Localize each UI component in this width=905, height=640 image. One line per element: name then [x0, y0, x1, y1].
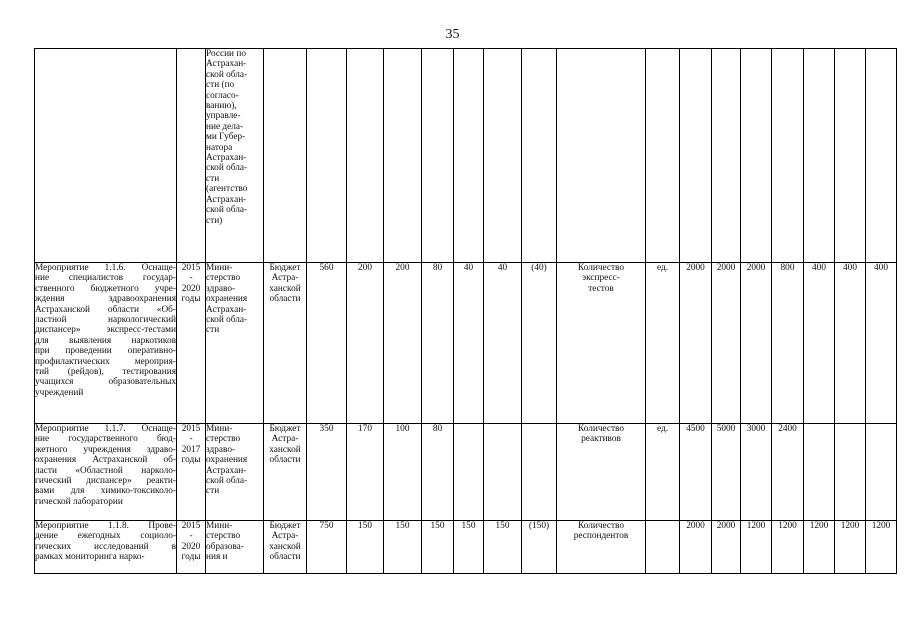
executor-cell-line: ние дела- [206, 121, 244, 132]
indicator-cell-line: Количество [577, 521, 625, 531]
period-cell-line: 2020 [181, 541, 201, 552]
target-value-cell [804, 424, 835, 521]
target-value-cell: 2000 [712, 521, 741, 574]
target-value-cell: 400 [835, 263, 866, 424]
executor-cell [206, 49, 264, 263]
target-value-cell [804, 49, 835, 263]
funding-source-cell [264, 263, 307, 424]
target-value-cell: 1200 [866, 521, 897, 574]
funding-amount-cell: 150 [384, 521, 422, 574]
funding-source-cell-line: Бюджет [269, 263, 301, 273]
period-cell-line: годы [181, 552, 201, 563]
funding-amount-cell [347, 49, 384, 263]
funding-amount-cell [522, 424, 557, 521]
activity-name-cell [35, 521, 177, 574]
funding-amount-cell: 560 [307, 263, 347, 424]
activity-name-cell-line: рамках мониторинга нарко- [35, 552, 145, 563]
executor-cell-line: Мини- [206, 424, 233, 434]
unit-cell: ед. [646, 424, 680, 521]
activity-name-cell-line: ждения здравоохранения [35, 294, 176, 305]
activity-name-cell-line: ние государственного бюд- [35, 434, 176, 445]
activity-name-cell-line: при проведении оперативно- [35, 346, 176, 357]
indicator-cell [557, 424, 646, 521]
target-value-cell: 400 [804, 263, 835, 424]
target-value-cell: 2000 [680, 263, 712, 424]
executor-cell-line: сти (по [206, 80, 235, 91]
indicator-cell-line: экспресс- [582, 273, 620, 284]
funding-source-cell-line: области [269, 455, 301, 466]
period-cell-line: 2015 [181, 424, 201, 434]
funding-amount-cell: 170 [347, 424, 384, 521]
executor-cell [206, 521, 264, 574]
target-value-cell: 2400 [772, 424, 804, 521]
period-cell [177, 424, 206, 521]
activity-name-cell-line: Мероприятие 1.1.6. Оснаще- [35, 263, 176, 273]
activity-name-cell-line: дение ежегодных социоло- [35, 531, 176, 542]
target-value-cell [835, 49, 866, 263]
executor-cell-line: сти [206, 173, 220, 184]
executor-cell [206, 263, 264, 424]
table-row [35, 263, 897, 424]
activity-name-cell-line: учреждений [35, 387, 84, 398]
unit-cell [646, 521, 680, 574]
activity-name-cell-line: охранения Астраханской об- [35, 455, 176, 466]
executor-cell-line: России по [206, 49, 246, 59]
activity-name-cell-line: гической лаборатории [35, 496, 123, 507]
funding-source-cell-line: ханской [269, 444, 301, 455]
executor-cell-line: ской обла- [206, 315, 248, 326]
executor-cell-line: ния и [206, 552, 228, 563]
executor-cell-line: Астрахан- [206, 59, 247, 70]
period-cell-line: 2015 [181, 263, 201, 273]
target-value-cell: 5000 [712, 424, 741, 521]
target-value-cell: 1200 [804, 521, 835, 574]
funding-source-cell [264, 424, 307, 521]
target-value-cell [772, 49, 804, 263]
activity-name-cell-line: ластной наркологический [35, 315, 176, 326]
activity-name-cell-line: ласти «Областной нарколо- [35, 465, 176, 476]
activity-name-cell-line: жетного учреждения здраво- [35, 444, 176, 455]
period-cell-line: - [189, 434, 193, 445]
period-cell-line: 2017 [181, 444, 201, 455]
activity-name-cell-line: ственного бюджетного учре- [35, 283, 176, 294]
activity-name-cell [35, 263, 177, 424]
executor-cell-line: сти [206, 486, 220, 497]
activity-name-cell-line: тий (рейдов), тестирования [35, 367, 176, 378]
funding-amount-cell [454, 424, 484, 521]
executor-cell-line: ской обла- [206, 69, 248, 80]
target-value-cell: 1200 [772, 521, 804, 574]
target-value-cell [866, 49, 897, 263]
executor-cell-line: согласо- [206, 90, 239, 101]
target-value-cell [866, 424, 897, 521]
funding-amount-cell: 200 [347, 263, 384, 424]
executor-cell-line: здраво- [206, 283, 236, 294]
funding-amount-cell [484, 49, 522, 263]
executor-cell-line: ми Губер- [206, 132, 246, 143]
funding-source-cell-line: Астра- [271, 273, 299, 284]
activity-name-cell-line: гических исследований в [35, 541, 176, 552]
table-row [35, 49, 897, 263]
funding-amount-cell [307, 49, 347, 263]
period-cell-line: годы [181, 455, 201, 466]
activity-name-cell-line: вами для химико-токсиколо- [35, 486, 176, 497]
funding-source-cell-line: ханской [269, 283, 301, 294]
funding-source-cell-line: ханской [269, 541, 301, 552]
executor-cell [206, 424, 264, 521]
indicator-cell [557, 521, 646, 574]
funding-amount-cell: 80 [422, 424, 454, 521]
target-value-cell: 3000 [741, 424, 772, 521]
indicator-cell [557, 49, 646, 263]
funding-source-cell [264, 49, 307, 263]
table-row [35, 424, 897, 521]
executor-cell-line: Астрахан- [206, 194, 247, 205]
funding-source-cell-line: Бюджет [269, 521, 301, 531]
funding-amount-cell: 750 [307, 521, 347, 574]
executor-cell-line: стерство [206, 273, 241, 284]
funding-amount-cell: 80 [422, 263, 454, 424]
activity-name-cell [35, 424, 177, 521]
executor-cell-line: Мини- [206, 521, 233, 531]
funding-source-cell-line: области [269, 552, 301, 563]
target-value-cell [741, 49, 772, 263]
target-value-cell [712, 49, 741, 263]
program-activities-table [34, 48, 897, 574]
funding-source-cell [264, 521, 307, 574]
executor-cell-line: Астрахан- [206, 153, 247, 164]
funding-source-cell-line: Астра- [271, 531, 299, 542]
executor-cell-line: охранения [206, 294, 248, 305]
funding-amount-cell: (150) [522, 521, 557, 574]
funding-amount-cell [422, 49, 454, 263]
funding-amount-cell [454, 49, 484, 263]
funding-amount-cell [384, 49, 422, 263]
target-value-cell: 2000 [712, 263, 741, 424]
funding-amount-cell: 150 [484, 521, 522, 574]
executor-cell-line: сти) [206, 215, 223, 226]
activity-name-cell [35, 49, 177, 263]
indicator-cell-line: Количество [577, 424, 625, 434]
executor-cell-line: Астрахан- [206, 465, 247, 476]
executor-cell-line: образова- [206, 541, 244, 552]
target-value-cell: 2000 [680, 521, 712, 574]
target-value-cell: 1200 [741, 521, 772, 574]
funding-source-cell-line: Астра- [271, 434, 299, 445]
executor-cell-line: ской обла- [206, 476, 248, 487]
page-number: 35 [445, 27, 460, 42]
executor-cell-line: ванию), [206, 101, 237, 112]
period-cell [177, 521, 206, 574]
activity-name-cell-line: Астраханской области «Об- [35, 304, 176, 315]
executor-cell-line: Астрахан- [206, 304, 247, 315]
period-cell-line: - [189, 531, 193, 542]
activity-name-cell-line: диспансер» экспресс-тестами [35, 325, 176, 336]
funding-amount-cell [522, 49, 557, 263]
target-value-cell [835, 424, 866, 521]
target-value-cell [680, 49, 712, 263]
funding-amount-cell: 150 [422, 521, 454, 574]
target-value-cell: 800 [772, 263, 804, 424]
indicator-cell-line: тестов [588, 283, 614, 294]
funding-source-cell-line: Бюджет [269, 424, 301, 434]
activity-name-cell-line: ние специалистов государ- [35, 273, 176, 284]
funding-amount-cell: (40) [522, 263, 557, 424]
executor-cell-line: управле- [206, 111, 241, 122]
period-cell [177, 263, 206, 424]
period-cell-line: 2015 [181, 521, 201, 531]
unit-cell [646, 49, 680, 263]
executor-cell-line: здраво- [206, 444, 236, 455]
target-value-cell: 1200 [835, 521, 866, 574]
indicator-cell-line: реактивов [581, 434, 621, 445]
funding-amount-cell: 150 [347, 521, 384, 574]
period-cell-line: годы [181, 294, 201, 305]
funding-amount-cell: 350 [307, 424, 347, 521]
executor-cell-line: ской обла- [206, 163, 248, 174]
executor-cell-line: стерство [206, 531, 241, 542]
executor-cell-line: стерство [206, 434, 241, 445]
indicator-cell-line: респондентов [573, 531, 629, 542]
target-value-cell: 4500 [680, 424, 712, 521]
activity-name-cell-line: профилактических мероприя- [35, 356, 176, 367]
funding-amount-cell [484, 424, 522, 521]
funding-source-cell-line: области [269, 294, 301, 305]
activity-name-cell-line: Мероприятие 1.1.7. Оснаще- [35, 424, 176, 434]
target-value-cell: 2000 [741, 263, 772, 424]
activity-name-cell-line: Мероприятие 1.1.8. Прове- [35, 521, 176, 531]
period-cell-line: - [189, 273, 193, 284]
target-value-cell: 400 [866, 263, 897, 424]
executor-cell-line: Мини- [206, 263, 233, 273]
period-cell-line: 2020 [181, 283, 201, 294]
executor-cell-line: (агентство [206, 184, 248, 195]
funding-amount-cell: 40 [454, 263, 484, 424]
executor-cell-line: ской обла- [206, 205, 248, 216]
executor-cell-line: сти [206, 325, 220, 336]
table-row [35, 521, 897, 574]
indicator-cell [557, 263, 646, 424]
activity-name-cell-line: гический диспансер» реакти- [35, 476, 176, 487]
activity-name-cell-line: учащихся образовательных [35, 377, 176, 388]
period-cell [177, 49, 206, 263]
funding-amount-cell: 150 [454, 521, 484, 574]
funding-amount-cell: 100 [384, 424, 422, 521]
executor-cell-line: натора [206, 142, 233, 153]
indicator-cell-line: Количество [577, 263, 625, 273]
funding-amount-cell: 40 [484, 263, 522, 424]
executor-cell-line: охранения [206, 455, 248, 466]
activity-name-cell-line: для выявления наркотиков [35, 335, 176, 346]
unit-cell: ед. [646, 263, 680, 424]
funding-amount-cell: 200 [384, 263, 422, 424]
